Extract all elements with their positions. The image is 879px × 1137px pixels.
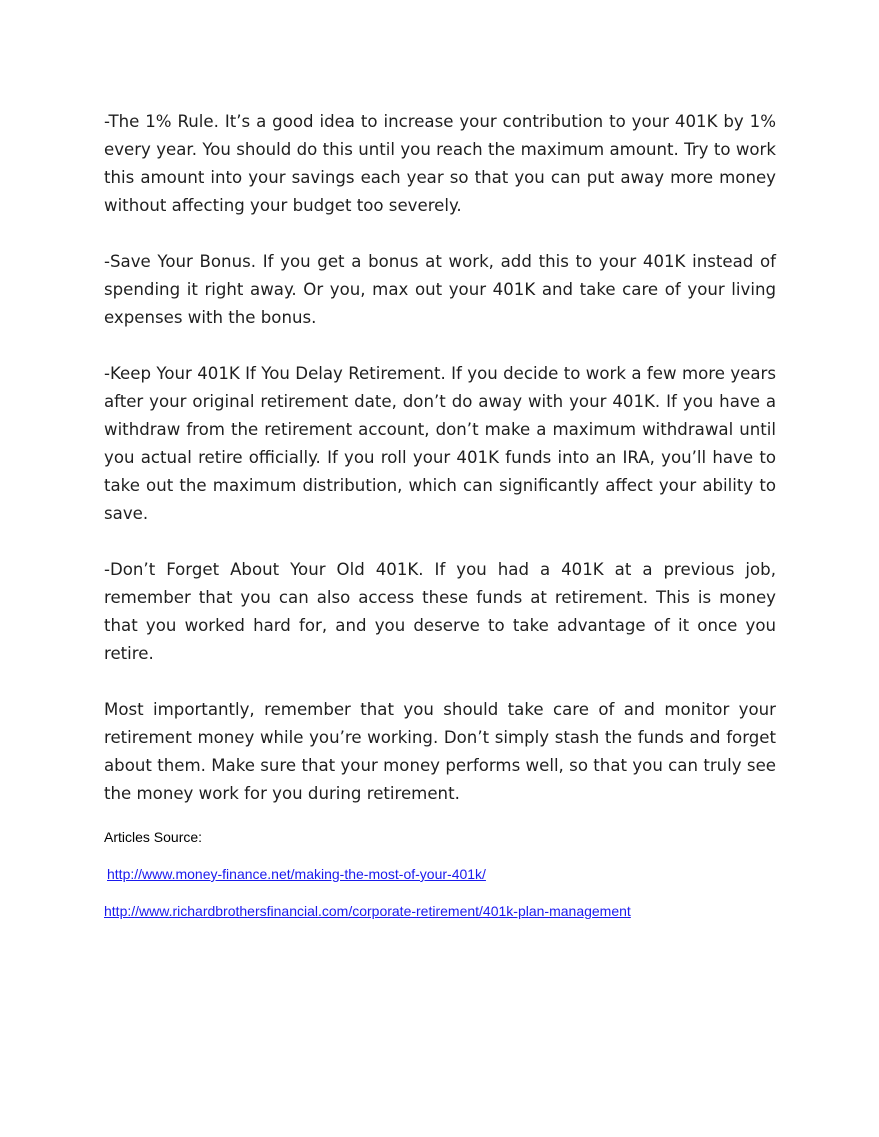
source-link-richard-brothers[interactable]: http://www.richardbrothersfinancial.com/corporate-retirement/401k-plan-management (104, 903, 631, 919)
paragraph-old-401k: -Don’t Forget About Your Old 401K. If you had a 401K at a previous job, remember that you can also access these funds at retirement. This is money that you worked hard for, and you deserve to take advantage of it once you retire. (104, 560, 776, 663)
paragraph-save-your-bonus: -Save Your Bonus. If you get a bonus at work, add this to your 401K instead of spending it right away. Or you, max out your 401K and take care of your living expenses with the bonus. (104, 252, 776, 327)
source-link-money-finance[interactable]: http://www.money-finance.net/making-the-most-of-your-401k/ (107, 866, 486, 882)
paragraph-conclusion: Most importantly, remember that you should take care of and monitor your retirement money while you’re working. Don’t simply stash the funds and forget about them. Make sure that your money performs well, so that you can truly see the money work for you during retirement. (104, 700, 776, 803)
sources-label: Articles Source: (104, 829, 203, 845)
paragraph-keep-your-401k: -Keep Your 401K If You Delay Retirement. If you decide to work a few more years after your original retirement date, don’t do away with your 401K. If you have a withdraw from the retirement account, don’t make a maximum withdrawal until you actual retire officially. If you roll your 401K funds into an IRA, you’ll have to take out the maximum distribution, which can significantly affect your ability to save. (104, 364, 776, 523)
paragraph-one-percent-rule: -The 1% Rule. It’s a good idea to increase your contribution to your 401K by 1% every year. You should do this until you reach the maximum amount. Try to work this amount into your savings each year so that you can put away more money without affecting your budget too severely. (104, 112, 776, 215)
document-body (104, 108, 776, 920)
